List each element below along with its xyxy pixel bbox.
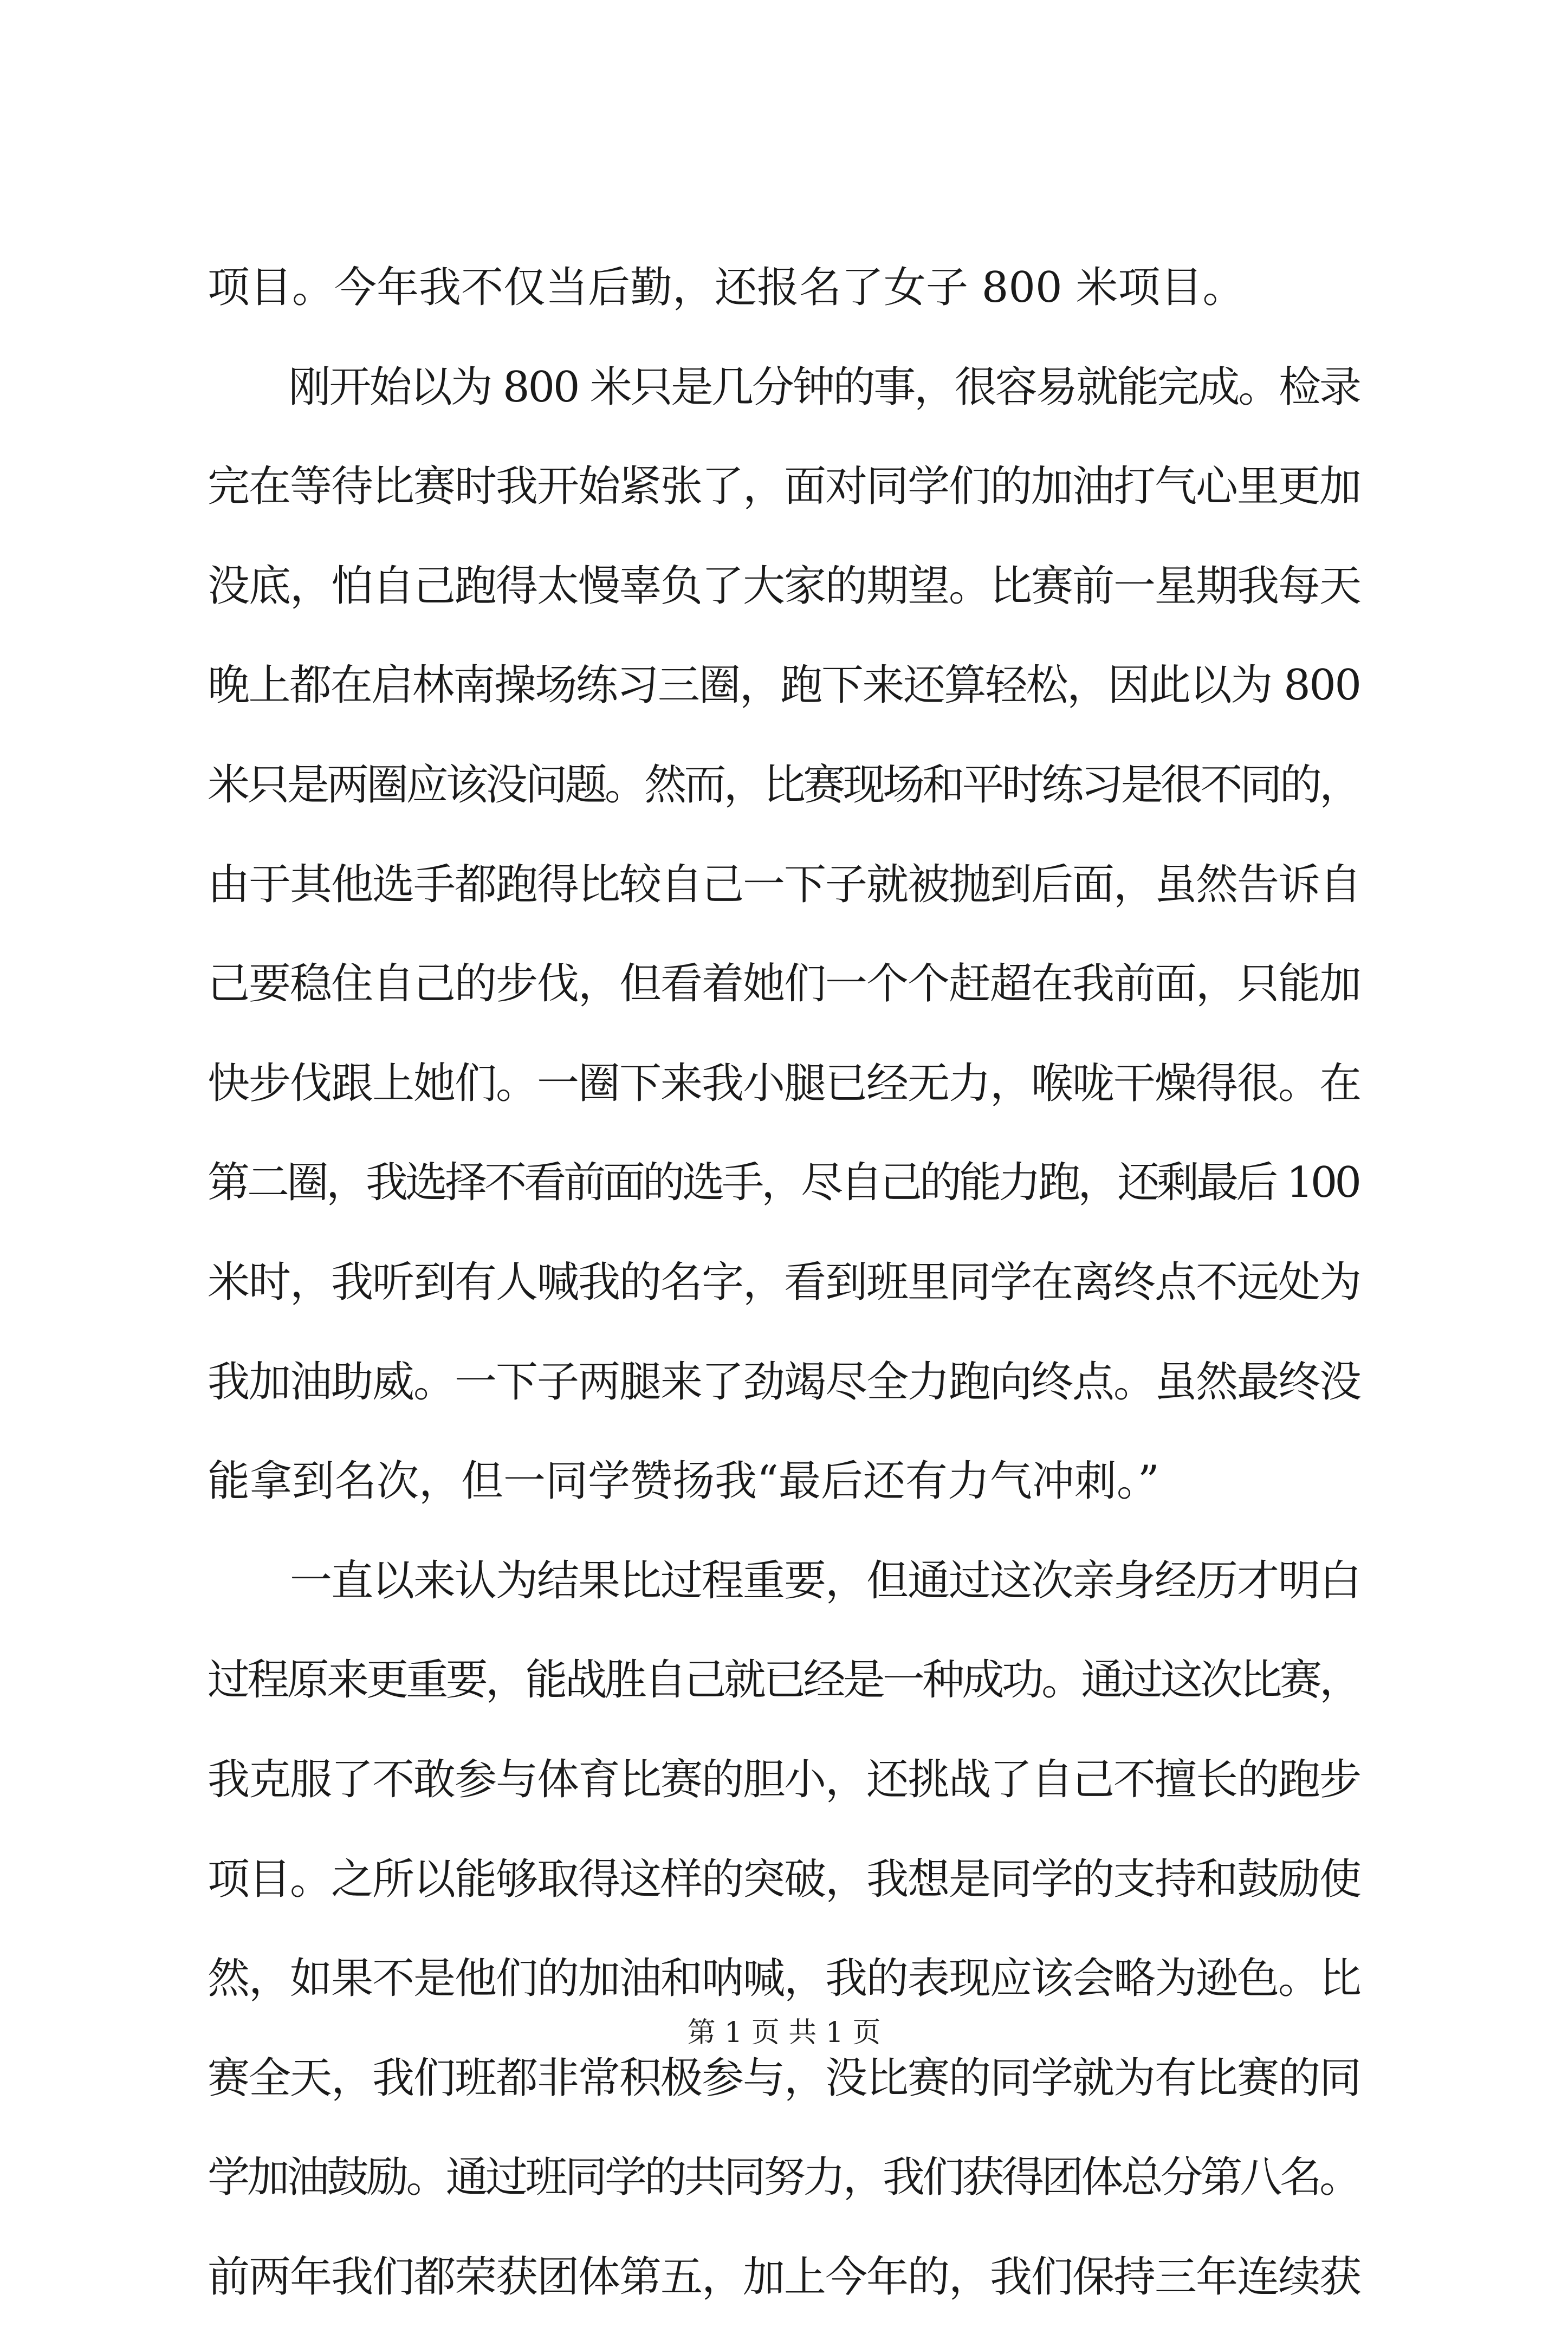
text-line: 学加油鼓励。通过班同学的共同努力，我们获得团体总分第八名。 [208, 2153, 1359, 2202]
text-line: 己要稳住自己的步伐，但看着她们一个个赶超在我前面，只能加 [208, 960, 1361, 1009]
text-line: 第二圈，我选择不看前面的选手，尽自己的能力跑，还剩最后 100 [208, 1158, 1359, 1208]
text-line: 前两年我们都荣获团体第五，加上今年的，我们保持三年连续获 [208, 2252, 1361, 2302]
text-line: 晚上都在启林南操场练习三圈，跑下来还算轻松，因此以为 800 [208, 661, 1360, 710]
text-line: 由于其他选手都跑得比较自己一下子就被抛到后面，虽然告诉自 [208, 860, 1361, 909]
text-line: 米只是两圈应该没问题。然而，比赛现场和平时练习是很不同的， [208, 760, 1359, 809]
text-line: 米时，我听到有人喊我的名字，看到班里同学在离终点不远处为 [208, 1258, 1361, 1307]
text-line: 我克服了不敢参与体育比赛的胆小，还挑战了自己不擅长的跑步 [208, 1755, 1361, 1804]
text-line: 过程原来更重要，能战胜自己就已经是一种成功。通过这次比赛， [208, 1656, 1359, 1705]
text-line: 没底，怕自己跑得太慢辜负了大家的期望。比赛前一星期我每天 [208, 561, 1361, 611]
text-line: 能拿到名次，但一同学赞扬我“最后还有力气冲刺。” [208, 1457, 1159, 1506]
text-line: 完在等待比赛时我开始紧张了，面对同学们的加油打气心里更加 [208, 462, 1361, 511]
text-line: 一直以来认为结果比过程重要，但通过这次亲身经历才明白 [208, 1556, 1361, 1605]
text-line: 项目。之所以能够取得这样的突破，我想是同学的支持和鼓励使 [208, 1855, 1361, 1904]
text-line: 赛全天，我们班都非常积极参与，没比赛的同学就为有比赛的同 [208, 2053, 1361, 2103]
page-footer: 第 1 页 共 1 页 [687, 2017, 881, 2049]
text-line: 然，如果不是他们的加油和呐喊，我的表现应该会略为逊色。比 [208, 1954, 1361, 2004]
text-line: 刚开始以为 800 米只是几分钟的事，很容易就能完成。检录 [208, 362, 1360, 412]
text-line: 项目。今年我不仅当后勤，还报名了女子 800 米项目。 [208, 263, 1245, 312]
text-line: 我加油助威。一下子两腿来了劲竭尽全力跑向终点。虽然最终没 [208, 1357, 1361, 1406]
text-line: 快步伐跟上她们。一圈下来我小腿已经无力，喉咙干燥得很。在 [208, 1059, 1361, 1108]
